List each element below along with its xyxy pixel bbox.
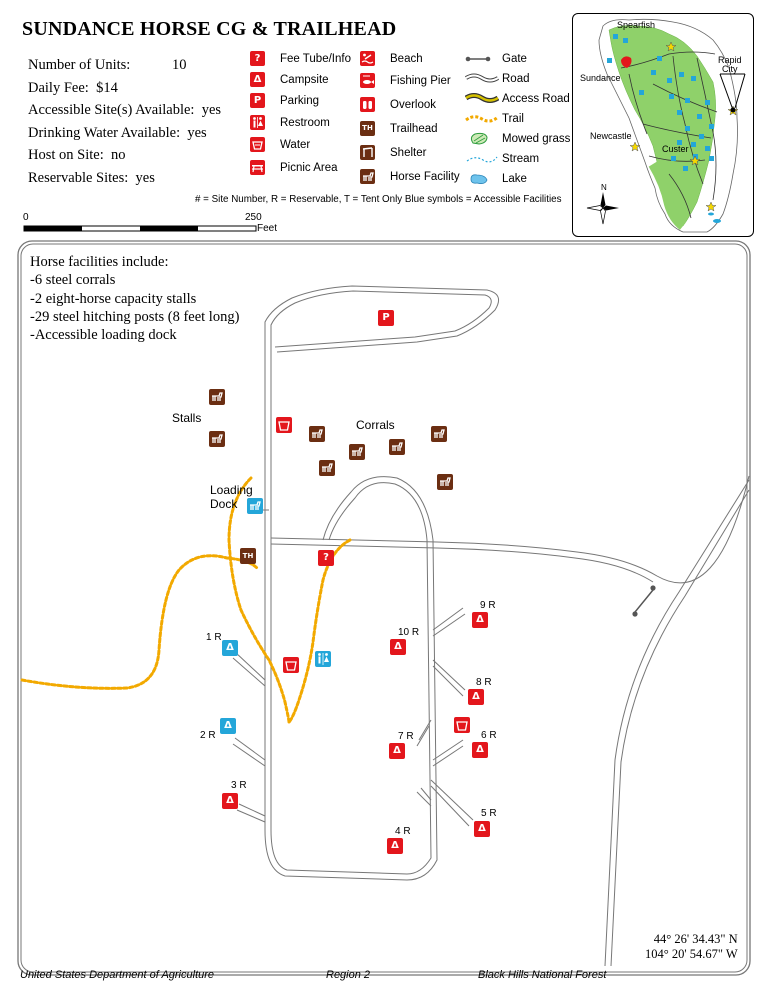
- site-number-label: 9 R: [480, 600, 496, 611]
- site-number-label: 6 R: [481, 730, 497, 741]
- longitude: 104° 20' 54.67" W: [645, 946, 738, 961]
- page-title: SUNDANCE HORSE CG & TRAILHEAD: [22, 18, 397, 40]
- road-symbol-icon: [465, 71, 499, 87]
- campsite-icon: Δ: [472, 742, 488, 758]
- water-icon: [276, 417, 292, 433]
- shelter-icon: [360, 145, 375, 160]
- fish-icon: [360, 73, 375, 88]
- site-number-label: 2 R: [200, 730, 216, 741]
- locator-map-graphic: [573, 14, 753, 236]
- campsite-icon: Δ: [474, 821, 490, 837]
- corrals-label: Corrals: [356, 418, 395, 432]
- horse-icon: [309, 426, 325, 442]
- water-icon: [283, 657, 299, 673]
- site-number-label: 4 R: [395, 826, 411, 837]
- site-number-label: 8 R: [476, 677, 492, 688]
- horse-icon: [319, 460, 335, 476]
- restroom-icon: [250, 115, 265, 130]
- note-item: -Accessible loading dock: [30, 327, 177, 344]
- campsite-icon: Δ: [472, 612, 488, 628]
- stream-symbol-icon: [465, 151, 499, 167]
- water-icon: [250, 137, 265, 152]
- note-heading: Horse facilities include:: [30, 254, 169, 270]
- parking-icon: P: [378, 310, 394, 326]
- info-row-units: Number of Units: 10: [28, 57, 187, 73]
- note-item: -29 steel hitching posts (8 feet long): [30, 308, 240, 325]
- restroom-icon: [315, 651, 331, 667]
- trailhead-icon: TH: [360, 121, 375, 136]
- campground-map: [17, 240, 751, 976]
- fee-tube-icon: ?: [318, 550, 334, 566]
- info-row-fee: Daily Fee: $14: [28, 79, 118, 96]
- loading-dock-label-1: Loading: [210, 483, 253, 497]
- horse-icon: [389, 439, 405, 455]
- accessible-loading-dock-icon: [247, 498, 263, 514]
- scale-bar-graphic: [23, 225, 259, 233]
- horse-icon: [431, 426, 447, 442]
- footer-forest: Black Hills National Forest: [478, 969, 607, 981]
- site-number-label: 1 R: [206, 632, 222, 643]
- info-row-reservable: Reservable Sites: yes: [28, 169, 155, 186]
- picnic-table-icon: [250, 160, 265, 175]
- horse-icon: [349, 444, 365, 460]
- horse-icon: [209, 431, 225, 447]
- fee-tube-icon: ?: [250, 51, 265, 66]
- note-item: -6 steel corrals: [30, 272, 116, 289]
- site-number-label: 5 R: [481, 808, 497, 819]
- footer-agency: United States Department of Agriculture: [20, 969, 215, 981]
- water-icon: [454, 717, 470, 733]
- north-arrow-icon: [587, 192, 619, 224]
- site-number-label: 3 R: [231, 780, 247, 791]
- site-number-label: 10 R: [398, 627, 420, 638]
- coordinates: [645, 932, 738, 961]
- note-item: -2 eight-horse capacity stalls: [30, 290, 197, 307]
- campsite-icon: Δ: [389, 743, 405, 759]
- horse-facilities-note: [30, 253, 239, 344]
- info-row-host: Host on Site: no: [28, 147, 126, 164]
- trailhead-icon: TH: [240, 548, 256, 564]
- campground-info: [28, 54, 221, 190]
- parking-icon: P: [250, 93, 265, 108]
- campsite-icon: Δ: [222, 793, 238, 809]
- legend-footnote: # = Site Number, R = Reservable, T = Tent Only Blue symbols = Accessible Facilities: [195, 194, 562, 205]
- gate-symbol-icon: [632, 585, 655, 616]
- beach-icon: [360, 51, 375, 66]
- horse-icon: [360, 169, 375, 184]
- stalls-label: Stalls: [172, 411, 202, 425]
- campsite-icon: Δ: [468, 689, 484, 705]
- footer-region: Region 2: [326, 969, 371, 981]
- info-row-water: Drinking Water Available: yes: [28, 124, 207, 141]
- campsite-icon: Δ: [390, 639, 406, 655]
- gate-symbol-icon: [465, 51, 491, 67]
- access-road-symbol-icon: [465, 91, 499, 107]
- campsite-icon: Δ: [387, 838, 403, 854]
- info-row-accessible: Accessible Site(s) Available: yes: [28, 102, 222, 119]
- mowed-grass-symbol-icon: [465, 131, 499, 147]
- campsite-icon: Δ: [250, 72, 265, 87]
- horse-icon: [209, 389, 225, 405]
- latitude: 44° 26' 34.43" N: [653, 932, 738, 946]
- trail-symbol-icon: [465, 111, 499, 127]
- binoculars-icon: [360, 97, 375, 112]
- campsite-icon: Δ: [220, 718, 236, 734]
- site-number-label: 7 R: [398, 731, 414, 742]
- horse-icon: [437, 474, 453, 490]
- locator-inset-map: Spearfish Sundance Rapid City Newcastle Custer N: [572, 13, 754, 237]
- campsite-icon: Δ: [222, 640, 238, 656]
- loading-dock-label-2: Dock: [210, 497, 238, 511]
- lake-symbol-icon: [465, 171, 499, 187]
